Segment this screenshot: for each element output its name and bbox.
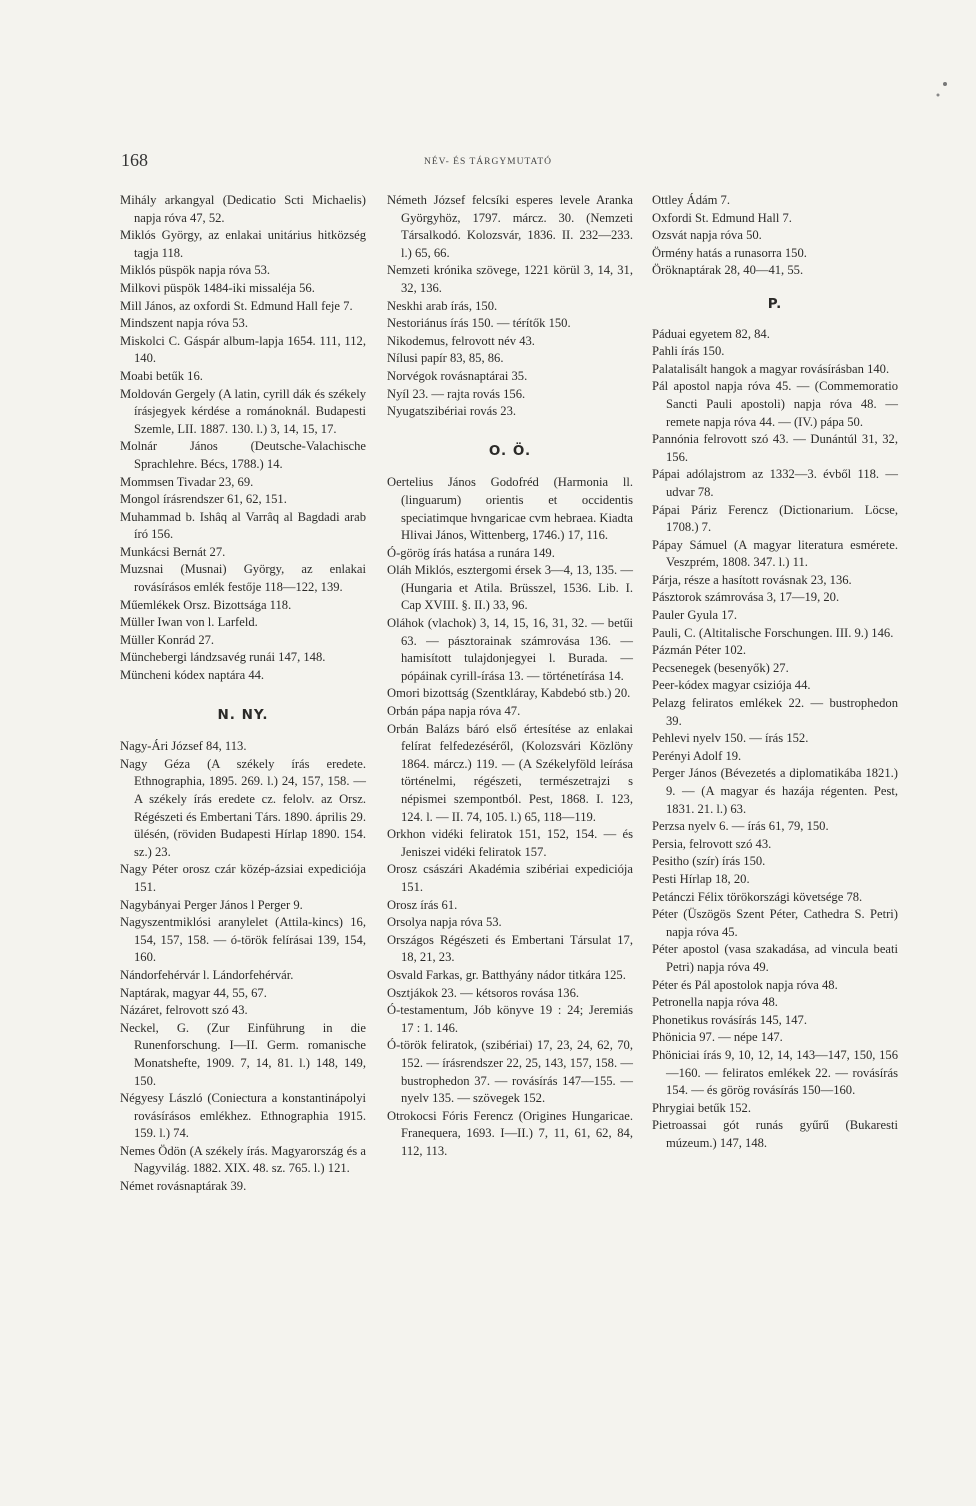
column-3-entries-p <box>652 326 898 1153</box>
index-entry: Petánczi Félix törökországi követsége 78. <box>652 889 863 904</box>
index-entry: Miklós György, az enlakai unitárius hitközség tagja 118. <box>120 228 366 260</box>
index-entry: Péter (Üszögös Szent Péter, Cathedra S. Petri) napja róva 45. <box>652 907 898 939</box>
index-entry: Pápai adólajstrom az 1332—3. évből 118. — udvar 78. <box>652 467 898 499</box>
index-entry: Műemlékek Orsz. Bizottsága 118. <box>120 597 292 612</box>
index-entry: Nemzeti krónika szövege, 1221 körül 3, 14, 31, 32, 136. <box>387 263 633 295</box>
index-entry: Párja, része a hasított rovásnak 23, 136. <box>652 572 852 587</box>
index-entry: Ó-testamentum, Jób könyve 19 : 24; Jeremiás 17 : 1. 146. <box>387 1003 633 1035</box>
index-entry: Müncheni kódex naptára 44. <box>120 668 265 683</box>
index-entry: Münchebergi lándzsavég runái 147, 148. <box>120 650 326 665</box>
index-entry: Pietroassai gót runás gyűrű (Bukaresti múzeum.) 147, 148. <box>652 1118 898 1150</box>
index-entry: Péter apostol (vasa szakadása, ad vincula beati Petri) napja róva 49. <box>652 942 898 974</box>
index-entry: Öröknaptárak 28, 40—41, 55. <box>652 263 804 278</box>
index-entry: Moabi betűk 16. <box>120 368 203 383</box>
index-entry: Nikodemus, felrovott név 43. <box>387 333 535 348</box>
column-2-entries <box>387 192 633 421</box>
index-entry: Németh József felcsíki esperes levele Aranka Györgyhöz, 1797. márcz. 30. (Nemzeti Társalkodó. Kolozsvár, 1836. II. 232—233. l.) 65, 66. <box>387 193 633 260</box>
index-entry: Nagybányai Perger János l Perger 9. <box>120 897 303 912</box>
index-entry: Oláh Miklós, esztergomi érsek 3—4, 13, 135. — (Hungaria et Atila. Brüsszel, 1536. Lib. I. Cap XVIII. §. II.) 33, 96. <box>387 563 633 613</box>
index-entry: Páduai egyetem 82, 84. <box>652 326 770 341</box>
index-entry: Omori bizottság (Szentkláray, Kabdebó stb.) 20. <box>387 686 631 701</box>
index-entry: Phönicia 97. — népe 147. <box>652 1030 783 1045</box>
index-entry: Peer-kódex magyar csiziója 44. <box>652 678 811 693</box>
index-entry: Mill János, az oxfordi St. Edmund Hall feje 7. <box>120 298 353 313</box>
index-entry: Miskolci C. Gáspár album-lapja 1654. 111, 112, 140. <box>120 333 366 366</box>
index-entry: Naptárak, magyar 44, 55, 67. <box>120 985 267 1000</box>
index-entry: Oláhok (vlachok) 3, 14, 15, 16, 31, 32. — betűi 63. — pásztorainak számrovása 136. — hamisított tulajdonjegyei l. Burada. — pópáinak cyrill-írása 13. — történetírása 14. <box>387 616 633 683</box>
index-entry: Perzsa nyelv 6. — írás 61, 79, 150. <box>652 819 829 834</box>
section-heading-n-ny: N. NY. <box>217 706 269 723</box>
index-entry: Ó-görög írás hatása a runára 149. <box>387 545 555 560</box>
index-entry: Pásztorok számrovása 3, 17—19, 20. <box>652 590 840 605</box>
index-entry: Pelazg feliratos emlékek 22. — bustrophedon 39. <box>652 696 898 728</box>
index-entry: Orsolya napja róva 53. <box>387 915 502 930</box>
index-entry: Pápay Sámuel (A magyar literatura esmérete. Veszprém, 1808. 347. l.) 11. <box>652 537 898 570</box>
index-entry: Pecsenegek (besenyők) 27. <box>652 660 789 675</box>
index-entry: Nagy Péter orosz czár közép-ázsiai expediciója 151. <box>120 862 366 894</box>
index-entry: Pannónia felrovott szó 43. — Dunántúl 31, 32, 156. <box>652 432 898 464</box>
index-entry: Orkhon vidéki feliratok 151, 152, 154. — és Jeniszei vidéki feliratok 157. <box>387 827 633 859</box>
column-1-entries-n <box>120 738 366 1195</box>
index-column-3 <box>652 192 898 1152</box>
index-entry: Petronella napja róva 48. <box>652 995 778 1010</box>
index-entry: Persia, felrovott szó 43. <box>652 836 772 851</box>
index-entry: Neskhi arab írás, 150. <box>387 298 498 313</box>
index-entry: Mindszent napja róva 53. <box>120 316 249 331</box>
index-entry: Nyugatszibériai rovás 23. <box>387 404 517 419</box>
index-entry: Mommsen Tivadar 23, 69. <box>120 474 254 489</box>
index-entry: Nagy-Ári József 84, 113. <box>120 739 247 754</box>
section-heading-o: O. Ö. <box>488 442 532 459</box>
index-entry: Nándorfehérvár l. Lándorfehérvár. <box>120 967 294 982</box>
index-entry: Pesti Hírlap 18, 20. <box>652 871 750 886</box>
index-entry: Nestoriánus írás 150. — térítők 150. <box>387 316 571 331</box>
index-entry: Mongol írásrendszer 61, 62, 151. <box>120 492 287 507</box>
index-entry: Négyesy László (Coniectura a konstantinápolyi rovásírásos emlékhez. Ethnographia 1915. 159. l.) 74. <box>120 1091 366 1141</box>
index-entry: Pauler Gyula 17. <box>652 608 737 623</box>
index-entry: Miklós püspök napja róva 53. <box>120 263 271 278</box>
index-entry: Phöniciai írás 9, 10, 12, 14, 143—147, 150, 156—160. — feliratos emlékek 22. — rovásírás 154. — és görög rovásírás 150—160. <box>652 1047 898 1098</box>
index-entry: Ottley Ádám 7. <box>652 193 730 207</box>
index-entry: Német rovásnaptárak 39. <box>120 1179 247 1194</box>
index-entry: Pauli, C. (Altitalische Forschungen. III. 9.) 146. <box>652 625 894 640</box>
index-entry: Pázmán Péter 102. <box>652 643 747 658</box>
index-entry: Orbán pápa napja róva 47. <box>387 704 521 719</box>
index-entry: Pápai Páriz Ferencz (Dictionarium. Löcse, 1708.) 7. <box>652 502 898 535</box>
index-column-1 <box>120 192 366 1196</box>
index-entry: Nagy Géza (A székely írás eredete. Ethnographia, 1895. 269. l.) 24, 157, 158. — A székely írás eredete cz. felolv. az Orsz. Régészeti és Embertani Társ. 1890. április 29. ülésén, (röviden Budapesti Hírlap 1890. 154. sz.) 23. <box>120 756 366 859</box>
index-entry: Osztjákok 23. — kétsoros rovása 136. <box>387 985 580 1000</box>
index-entry: Oertelius János Godofréd (Harmonia ll. (linguarum) orientis et occidentis speciatimque hvngaricae cvm hebraea. Kiadta Hlivai János, Wittenberg, 1746.) 17, 116. <box>387 475 633 543</box>
index-entry: Pahli írás 150. <box>652 344 725 359</box>
column-3-entries <box>652 192 898 280</box>
index-entry: Molnár János (Deutsche-Valachische Sprachlehre. Bécs, 1788.) 14. <box>120 439 366 471</box>
index-entry: Neckel, G. (Zur Einführung in die Runenforschung. I—II. Germ. romanische Monatshefte, 1909. 7, 14, 81. l.) 148, 149, 150. <box>120 1020 366 1088</box>
index-entry: Názáret, felrovott szó 43. <box>120 1003 248 1018</box>
index-entry: Osvald Farkas, gr. Batthyány nádor titkára 125. <box>387 967 626 982</box>
index-entry: Nílusi papír 83, 85, 86. <box>387 351 504 366</box>
index-entry: Norvégok rovásnaptárai 35. <box>387 368 528 383</box>
index-entry: Milkovi püspök 1484-iki missaléja 56. <box>120 280 315 295</box>
column-1-entries <box>120 192 366 685</box>
index-column-2 <box>387 192 633 1160</box>
index-entry: Müller Konrád 27. <box>120 632 215 647</box>
index-entry: Pehlevi nyelv 150. — írás 152. <box>652 731 809 746</box>
index-entry: Mihály arkangyal (Dedicatio Scti Michaelis) napja róva 47, 52. <box>120 193 366 225</box>
index-entry: Orosz császári Akadémia szibériai expediciója 151. <box>387 862 633 894</box>
index-entry: Országos Régészeti és Embertani Társulat 17, 18, 21, 23. <box>387 932 633 965</box>
index-entry: Phonetikus rovásírás 145, 147. <box>652 1012 807 1027</box>
index-entry: Perényi Adolf 19. <box>652 748 742 763</box>
page-number: 168 <box>121 150 148 170</box>
index-entry: Otrokocsi Fóris Ferencz (Origines Hungaricae. Franequera, 1693. I—II.) 7, 11, 61, 62, 84, 112, 113. <box>387 1108 633 1158</box>
index-entry: Örmény hatás a runasorra 150. <box>652 245 807 260</box>
index-entry: Ó-török feliratok, (szibériai) 17, 23, 24, 62, 70, 152. — írásrendszer 22, 25, 143, 157, 158. — bustrophedon 37. — rovásírás 147—155. — nyelv 135. — szövegek 152. <box>387 1038 633 1106</box>
index-entry: Nagyszentmiklósi aranylelet (Attila-kincs) 16, 154, 157, 158. — ó-török felírásai 139, 154, 160. <box>120 915 366 965</box>
index-entry: Nemes Ödön (A székely írás. Magyarország és a Nagyvilág. 1882. XIX. 48. sz. 765. l.) 121. <box>120 1143 366 1176</box>
index-entry: Perger János (Bévezetés a diplomatikába 1821.) 9. — (A magyar és hazája régenten. Pest, 1831. 21. l.) 63. <box>652 766 898 816</box>
index-entry: Pesitho (szír) írás 150. <box>652 854 766 869</box>
running-head: NÉV- ÉS TÁRGYMUTATÓ <box>423 157 553 167</box>
index-entry: Ozsvát napja róva 50. <box>652 228 762 243</box>
index-entry: Orbán Balázs báró első értesítése az enlakai felírat felfedezéséről, (Kolozsvári Közlöny 1864. márcz.) 119. — (A Székelyföld leírása történelmi, régészeti, természetrajzi s népismei szempontból. Pest, 1868. I. 123, 124. l. — II. 74, 105. l.) 65, 118—119. <box>387 721 633 824</box>
section-heading-p: P. <box>767 295 783 312</box>
index-entry: Moldován Gergely (A latin, cyrill dák és székely írásjegyek kérdése a románoknál. Budapesti Szemle, LII. 1887. 130. l.) 3, 14, 15, 17. <box>120 386 366 436</box>
index-entry: Oxfordi St. Edmund Hall 7. <box>652 210 792 225</box>
index-entry: Orosz írás 61. <box>387 897 458 912</box>
index-entry: Muzsnai (Musnai) György, az enlakai rovásírásos emlék festője 118—122, 139. <box>120 562 366 595</box>
column-2-entries-o <box>387 474 633 1160</box>
index-entry: Muhammad b. Ishâq al Varrâq al Bagdadi arab író 156. <box>120 509 366 542</box>
index-entry: Pál apostol napja róva 45. — (Commemoratio Sancti Pauli apostoli) napja róva 48. — remete napja róva 44. — (IV.) pápa 50. <box>652 379 898 429</box>
index-entry: Phrygiai betűk 152. <box>652 1100 751 1115</box>
index-entry: Nyíl 23. — rajta rovás 156. <box>387 386 526 401</box>
index-entry: Péter és Pál apostolok napja róva 48. <box>652 977 838 992</box>
index-entry: Palatalisált hangok a magyar rovásírásban 140. <box>652 361 890 376</box>
index-entry: Munkácsi Bernát 27. <box>120 544 226 559</box>
index-entry: Müller Iwan von l. Larfeld. <box>120 615 258 630</box>
